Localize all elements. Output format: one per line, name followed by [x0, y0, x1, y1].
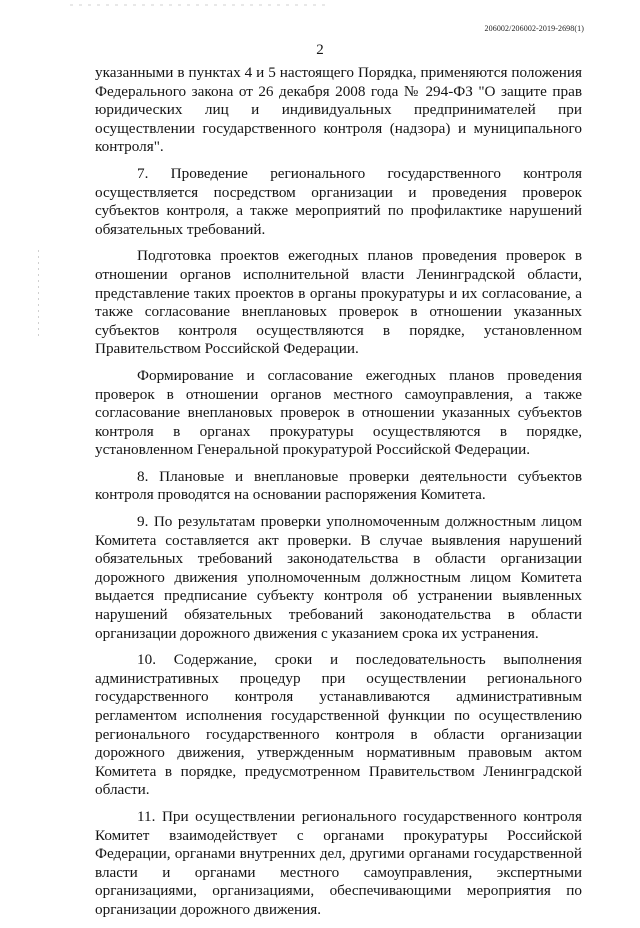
document-body	[95, 64, 582, 928]
scan-noise-strip	[70, 4, 330, 6]
page-number: 2	[316, 42, 324, 58]
paragraph-item-9: 9. По результатам проверки уполномоченным должностным лицом Комитета составляется акт проверки. В случае выявления нарушений обязательных требований законодательства в области организации дорожного движения уполномоченным должностным лицом Комитета выдается предписание субъекту контроля об устранении выявленных нарушений обязательных требований законодательства в области организации дорожного движения с указанием срока их устранения.	[95, 513, 582, 642]
paragraph-item-8: 8. Плановые и внеплановые проверки деятельности субъектов контроля проводятся на основании распоряжения Комитета.	[95, 467, 582, 504]
paragraph-item-10: 10. Содержание, сроки и последовательность выполнения административных процедур при осуществлении регионального государственного контроля устанавливаются административным регламентом исполнения государственной функции по осуществлению регионального государственного контроля в области организации дорожного движения, утвержденным нормативным правовым актом Комитета в порядке, предусмотренном Правительством Ленинградской области.	[95, 651, 582, 799]
document-code: 206002/206002-2019-2698(1)	[484, 24, 584, 33]
paragraph-plans-regional: Подготовка проектов ежегодных планов проведения проверок в отношении органов исполнительной власти Ленинградской области, представление таких проектов в органы прокуратуры и их согласование, а также согласование внеплановых проверок в отношении указанных субъектов контроля осуществляются в порядке, установленном Правительством Российской Федерации.	[95, 247, 582, 358]
scan-margin-marks	[38, 250, 39, 340]
paragraph-item-11: 11. При осуществлении регионального государственного контроля Комитет взаимодействует с органами прокуратуры Российской Федерации, органами внутренних дел, другими органами государственной власти и органами местного самоуправления, экспертными организациями, организациями, обеспечивающими мероприятия по организации дорожного движения.	[95, 807, 582, 918]
paragraph-item-7: 7. Проведение регионального государственного контроля осуществляется посредством организации и проведения проверок субъектов контроля, а также мероприятий по профилактике нарушений обязательных требований.	[95, 164, 582, 238]
paragraph-continuation: указанными в пунктах 4 и 5 настоящего Порядка, применяются положения Федерального закона от 26 декабря 2008 года № 294-ФЗ "О защите прав юридических лиц и индивидуальных предпринимателей при осуществлении государственного контроля (надзора) и муниципального контроля".	[95, 64, 582, 156]
paragraph-plans-local: Формирование и согласование ежегодных планов проведения проверок в отношении органов местного самоуправления, а также согласование внеплановых проверок в отношении указанных субъектов контроля в органах прокуратуры осуществляются в порядке, установленном Генеральной прокуратурой Российской Федерации.	[95, 366, 582, 459]
